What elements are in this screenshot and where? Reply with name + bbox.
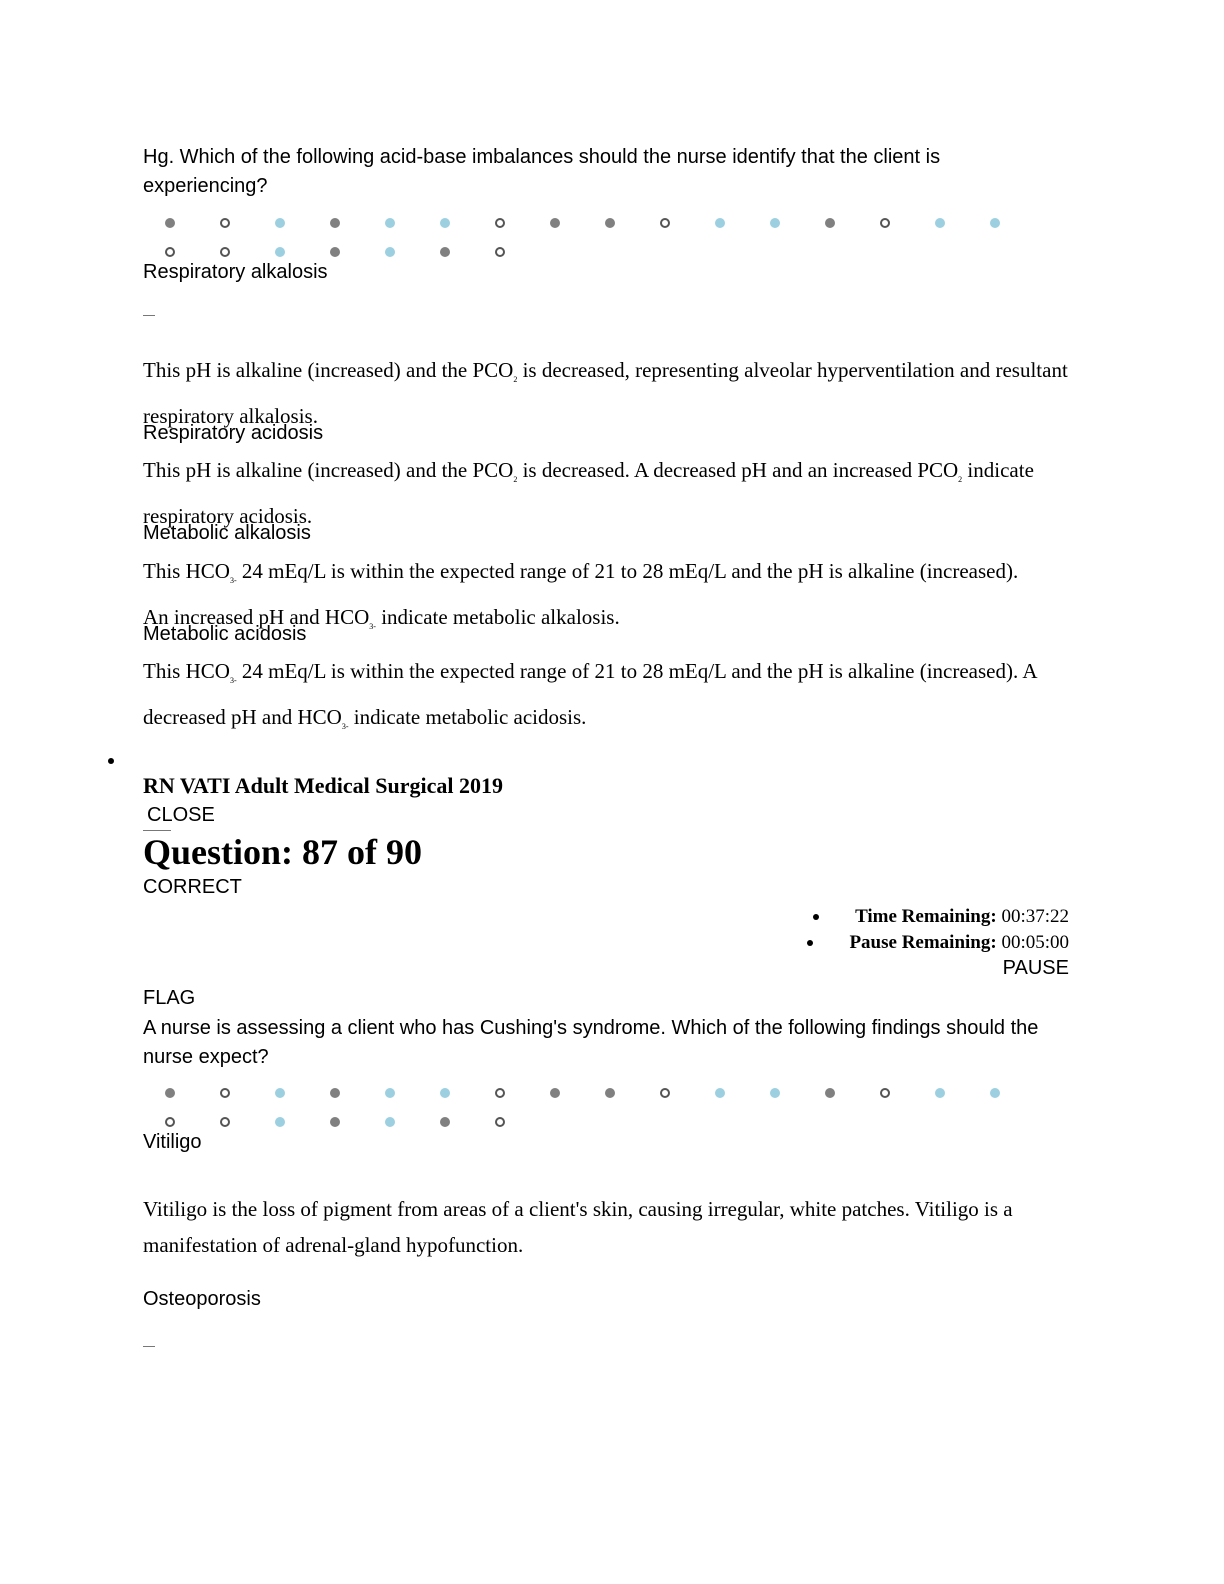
progress-dot xyxy=(275,218,285,228)
progress-dot xyxy=(385,1088,395,1098)
time-remaining xyxy=(855,906,1069,928)
answer-option-vitiligo[interactable]: Vitiligo xyxy=(143,1131,202,1153)
progress-dot xyxy=(935,1088,945,1098)
question-2-stem: A nurse is assessing a client who has Cushing's syndrome. Which of the following findings should the nurse expect? xyxy=(143,1017,1039,1068)
progress-dot xyxy=(495,247,505,257)
progress-dot xyxy=(440,1088,450,1098)
progress-dot xyxy=(330,247,340,257)
progress-dot xyxy=(220,247,230,257)
progress-dot xyxy=(935,218,945,228)
progress-dot xyxy=(275,1088,285,1098)
progress-dot xyxy=(660,218,670,228)
close-button[interactable]: CLOSE xyxy=(147,804,215,826)
progress-dot xyxy=(220,1088,230,1098)
question-1-stem: Hg. Which of the following acid-base imbalances should the nurse identify that the client is experiencing? xyxy=(143,146,941,197)
progress-dot xyxy=(495,1117,505,1127)
pause-button[interactable]: PAUSE xyxy=(1002,957,1069,979)
progress-dot xyxy=(605,218,615,228)
pause-remaining xyxy=(849,932,1069,954)
progress-dot xyxy=(550,1088,560,1098)
list-bullet xyxy=(108,758,114,764)
progress-dot xyxy=(990,1088,1000,1098)
progress-dot xyxy=(495,1088,505,1098)
progress-dot xyxy=(330,218,340,228)
time-remaining-value: 00:37:22 xyxy=(1001,906,1069,927)
answer-status: CORRECT xyxy=(143,876,242,898)
pause-remaining-value: 00:05:00 xyxy=(1001,932,1069,953)
progress-dot xyxy=(880,218,890,228)
exam-title: RN VATI Adult Medical Surgical 2019 xyxy=(143,773,503,798)
progress-dot xyxy=(440,1117,450,1127)
progress-dot xyxy=(385,218,395,228)
progress-dot xyxy=(330,1117,340,1127)
progress-dot xyxy=(495,218,505,228)
rationale-metabolic-acidosis: This $HCO_{3-}$ 24 mEq/L is within the expected range of 21 to 28 mEq/L and the pH is alkaline (increased). A decreased pH and $HCO_{3-}$ indicate metabolic acidosis. xyxy=(143,659,1037,732)
progress-dot xyxy=(605,1088,615,1098)
rationale-respiratory-alkalosis: This pH is alkaline (increased) and the $PCO_2$ is decreased, representing alveolar hyperventilation and resultant respiratory alkalosis. xyxy=(143,358,1068,429)
progress-dot xyxy=(275,247,285,257)
progress-dot xyxy=(715,1088,725,1098)
rationale-respiratory-acidosis: This pH is alkaline (increased) and the $PCO_2$ is decreased. A decreased pH and an increased $PCO_2$ indicate respiratory acidosis. xyxy=(143,458,1034,529)
pause-remaining-label: Pause Remaining: xyxy=(849,932,997,953)
progress-dot xyxy=(165,218,175,228)
progress-dot xyxy=(220,218,230,228)
progress-dot xyxy=(770,1088,780,1098)
progress-dot xyxy=(660,1088,670,1098)
progress-dot xyxy=(165,1117,175,1127)
list-bullet xyxy=(813,914,819,920)
progress-dot xyxy=(385,247,395,257)
progress-dot xyxy=(825,218,835,228)
divider xyxy=(143,315,155,316)
progress-dot xyxy=(165,247,175,257)
answer-option-respiratory-acidosis[interactable]: Respiratory acidosis xyxy=(143,422,324,444)
progress-dot xyxy=(440,247,450,257)
answer-option-metabolic-alkalosis[interactable]: Metabolic alkalosis xyxy=(143,522,311,544)
progress-dot xyxy=(825,1088,835,1098)
progress-dot xyxy=(330,1088,340,1098)
progress-dot xyxy=(550,218,560,228)
answer-option-metabolic-acidosis[interactable]: Metabolic acidosis xyxy=(143,623,307,645)
progress-dot xyxy=(275,1117,285,1127)
question-counter: Question: 87 of 90 xyxy=(143,832,422,872)
progress-dot xyxy=(440,218,450,228)
answer-option-respiratory-alkalosis[interactable]: Respiratory alkalosis xyxy=(143,261,328,283)
progress-dot xyxy=(220,1117,230,1127)
progress-dots-1 xyxy=(165,218,1065,258)
list-bullet xyxy=(807,940,813,946)
rationale-vitiligo: Vitiligo is the loss of pigment from areas of a client's skin, causing irregular, white patches. Vitiligo is a manifestation of adrenal-gland hypofunction. xyxy=(143,1197,1013,1257)
progress-dot xyxy=(165,1088,175,1098)
progress-dot xyxy=(715,218,725,228)
progress-dot xyxy=(880,1088,890,1098)
flag-button[interactable]: FLAG xyxy=(143,987,196,1009)
time-remaining-label: Time Remaining: xyxy=(855,906,997,927)
progress-dot xyxy=(770,218,780,228)
divider xyxy=(143,1346,155,1347)
progress-dot xyxy=(385,1117,395,1127)
progress-dot xyxy=(990,218,1000,228)
answer-option-osteoporosis[interactable]: Osteoporosis xyxy=(143,1288,261,1310)
progress-dots-2 xyxy=(165,1088,1065,1128)
rationale-metabolic-alkalosis: This $HCO_{3-}$ 24 mEq/L is within the expected range of 21 to 28 mEq/L and the pH is alkaline (increased). An increased pH and $HCO_{3-}$ indicate metabolic alkalosis. xyxy=(143,559,1019,632)
